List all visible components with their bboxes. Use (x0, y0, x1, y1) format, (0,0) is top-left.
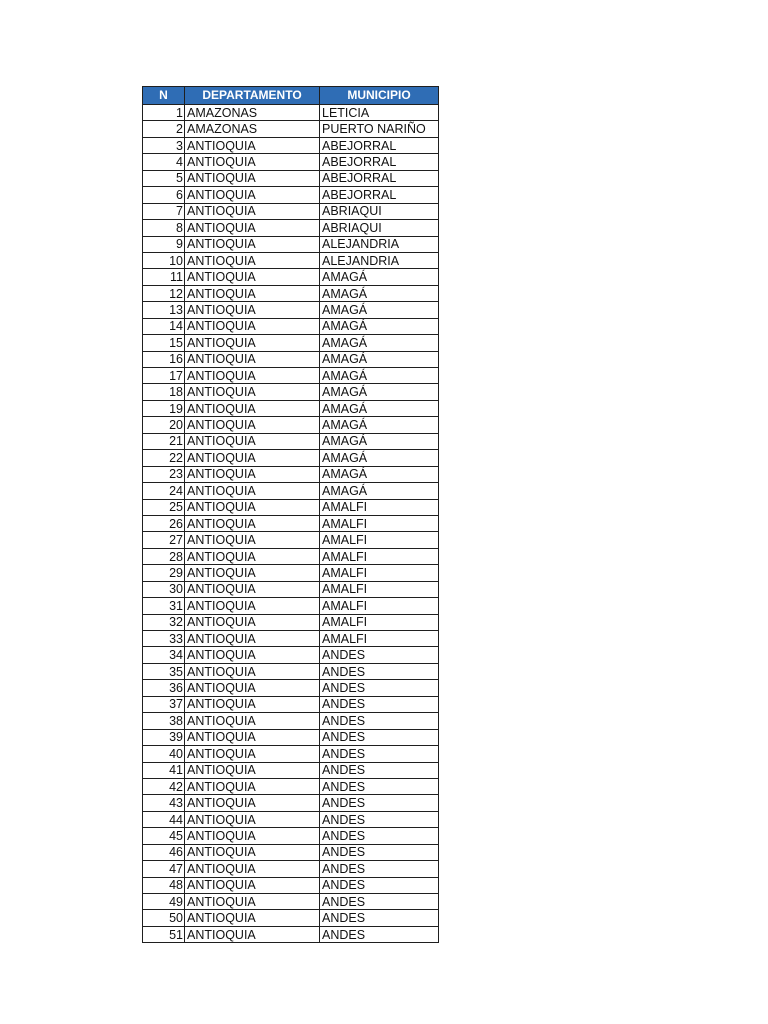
departamento-cell: ANTIOQUIA (185, 450, 320, 466)
departamento-cell: ANTIOQUIA (185, 746, 320, 762)
departamento-cell: ANTIOQUIA (185, 335, 320, 351)
departamento-cell: ANTIOQUIA (185, 811, 320, 827)
row-number: 4 (143, 154, 185, 170)
row-number: 10 (143, 252, 185, 268)
row-number: 50 (143, 910, 185, 926)
row-number: 12 (143, 285, 185, 301)
departamento-cell: ANTIOQUIA (185, 565, 320, 581)
row-number: 42 (143, 778, 185, 794)
municipio-cell: AMAGÁ (320, 302, 439, 318)
row-number: 49 (143, 894, 185, 910)
table-row (143, 631, 439, 647)
departamento-cell: ANTIOQUIA (185, 433, 320, 449)
row-number: 2 (143, 121, 185, 137)
municipio-cell: ABRIAQUI (320, 203, 439, 219)
departamento-cell: ANTIOQUIA (185, 269, 320, 285)
table-row (143, 647, 439, 663)
table-row (143, 170, 439, 186)
departamento-cell: ANTIOQUIA (185, 368, 320, 384)
table-row (143, 565, 439, 581)
departamento-cell: ANTIOQUIA (185, 252, 320, 268)
municipio-cell: ANDES (320, 910, 439, 926)
municipio-cell: ALEJANDRIA (320, 252, 439, 268)
table-row (143, 302, 439, 318)
row-number: 30 (143, 581, 185, 597)
municipio-cell: AMALFI (320, 515, 439, 531)
municipio-cell: AMAGÁ (320, 368, 439, 384)
departamento-cell: AMAZONAS (185, 105, 320, 121)
municipio-cell: ANDES (320, 894, 439, 910)
row-number: 51 (143, 926, 185, 942)
row-number: 43 (143, 795, 185, 811)
departamento-cell: ANTIOQUIA (185, 220, 320, 236)
table-row (143, 335, 439, 351)
municipio-cell: ANDES (320, 795, 439, 811)
municipio-cell: ANDES (320, 811, 439, 827)
departamento-cell: ANTIOQUIA (185, 696, 320, 712)
row-number: 5 (143, 170, 185, 186)
table-row (143, 220, 439, 236)
municipio-cell: ABEJORRAL (320, 170, 439, 186)
row-number: 37 (143, 696, 185, 712)
table-row (143, 483, 439, 499)
header-departamento: DEPARTAMENTO (185, 87, 320, 105)
table-row (143, 318, 439, 334)
row-number: 13 (143, 302, 185, 318)
municipio-cell: ABEJORRAL (320, 137, 439, 153)
table-row (143, 384, 439, 400)
table-row (143, 696, 439, 712)
table-row (143, 137, 439, 153)
row-number: 26 (143, 515, 185, 531)
table-row (143, 778, 439, 794)
departamento-cell: ANTIOQUIA (185, 170, 320, 186)
row-number: 15 (143, 335, 185, 351)
departamento-cell: ANTIOQUIA (185, 499, 320, 515)
row-number: 19 (143, 400, 185, 416)
table-row (143, 285, 439, 301)
table-row (143, 532, 439, 548)
departamento-cell: ANTIOQUIA (185, 400, 320, 416)
departamento-cell: ANTIOQUIA (185, 663, 320, 679)
departamento-cell: ANTIOQUIA (185, 861, 320, 877)
departamento-cell: ANTIOQUIA (185, 647, 320, 663)
table-row (143, 663, 439, 679)
row-number: 9 (143, 236, 185, 252)
departamento-cell: ANTIOQUIA (185, 795, 320, 811)
municipio-cell: ANDES (320, 762, 439, 778)
table-row (143, 680, 439, 696)
table-row (143, 236, 439, 252)
table-row (143, 154, 439, 170)
row-number: 20 (143, 417, 185, 433)
row-number: 27 (143, 532, 185, 548)
row-number: 11 (143, 269, 185, 285)
departamento-cell: ANTIOQUIA (185, 137, 320, 153)
table-row (143, 746, 439, 762)
municipio-cell: AMALFI (320, 499, 439, 515)
municipio-cell: AMAGÁ (320, 285, 439, 301)
row-number: 33 (143, 631, 185, 647)
row-number: 22 (143, 450, 185, 466)
row-number: 1 (143, 105, 185, 121)
municipios-table (142, 86, 439, 943)
departamento-cell: ANTIOQUIA (185, 236, 320, 252)
departamento-cell: ANTIOQUIA (185, 762, 320, 778)
municipio-cell: ANDES (320, 926, 439, 942)
header-municipio: MUNICIPIO (320, 87, 439, 105)
table-row (143, 795, 439, 811)
table-row (143, 598, 439, 614)
row-number: 41 (143, 762, 185, 778)
departamento-cell: ANTIOQUIA (185, 926, 320, 942)
municipio-cell: LETICIA (320, 105, 439, 121)
departamento-cell: ANTIOQUIA (185, 614, 320, 630)
table-row (143, 926, 439, 942)
row-number: 46 (143, 844, 185, 860)
municipio-cell: ABEJORRAL (320, 154, 439, 170)
departamento-cell: ANTIOQUIA (185, 713, 320, 729)
table-row (143, 515, 439, 531)
departamento-cell: ANTIOQUIA (185, 285, 320, 301)
table-row (143, 581, 439, 597)
departamento-cell: ANTIOQUIA (185, 680, 320, 696)
table-row (143, 269, 439, 285)
municipio-cell: AMAGÁ (320, 466, 439, 482)
departamento-cell: ANTIOQUIA (185, 466, 320, 482)
row-number: 28 (143, 548, 185, 564)
row-number: 7 (143, 203, 185, 219)
departamento-cell: ANTIOQUIA (185, 483, 320, 499)
departamento-cell: ANTIOQUIA (185, 532, 320, 548)
table-row (143, 400, 439, 416)
row-number: 25 (143, 499, 185, 515)
table-row (143, 894, 439, 910)
municipio-cell: AMAGÁ (320, 433, 439, 449)
municipio-cell: ANDES (320, 647, 439, 663)
row-number: 18 (143, 384, 185, 400)
municipio-cell: AMAGÁ (320, 335, 439, 351)
row-number: 36 (143, 680, 185, 696)
departamento-cell: ANTIOQUIA (185, 417, 320, 433)
row-number: 24 (143, 483, 185, 499)
municipio-cell: AMAGÁ (320, 450, 439, 466)
departamento-cell: ANTIOQUIA (185, 877, 320, 893)
municipio-cell: AMAGÁ (320, 400, 439, 416)
municipio-cell: AMALFI (320, 598, 439, 614)
departamento-cell: ANTIOQUIA (185, 631, 320, 647)
table-row (143, 105, 439, 121)
table-row (143, 861, 439, 877)
table-row (143, 252, 439, 268)
row-number: 39 (143, 729, 185, 745)
table-body (143, 105, 439, 943)
municipio-cell: AMALFI (320, 565, 439, 581)
row-number: 29 (143, 565, 185, 581)
departamento-cell: ANTIOQUIA (185, 910, 320, 926)
municipio-cell: ABEJORRAL (320, 187, 439, 203)
row-number: 16 (143, 351, 185, 367)
table-row (143, 844, 439, 860)
municipio-cell: ANDES (320, 861, 439, 877)
municipio-cell: ANDES (320, 746, 439, 762)
municipio-cell: ANDES (320, 696, 439, 712)
municipio-cell: AMALFI (320, 581, 439, 597)
departamento-cell: ANTIOQUIA (185, 894, 320, 910)
departamento-cell: ANTIOQUIA (185, 581, 320, 597)
table-row (143, 762, 439, 778)
municipio-cell: ABRIAQUI (320, 220, 439, 236)
table-row (143, 433, 439, 449)
municipio-cell: ANDES (320, 844, 439, 860)
row-number: 17 (143, 368, 185, 384)
departamento-cell: ANTIOQUIA (185, 187, 320, 203)
municipio-cell: AMAGÁ (320, 384, 439, 400)
table-row (143, 729, 439, 745)
municipio-cell: AMAGÁ (320, 417, 439, 433)
row-number: 47 (143, 861, 185, 877)
municipio-cell: ANDES (320, 877, 439, 893)
municipio-cell: PUERTO NARIÑO (320, 121, 439, 137)
municipio-cell: ALEJANDRIA (320, 236, 439, 252)
municipio-cell: ANDES (320, 729, 439, 745)
municipio-cell: ANDES (320, 663, 439, 679)
table-row (143, 499, 439, 515)
municipio-cell: AMAGÁ (320, 351, 439, 367)
municipio-cell: AMALFI (320, 614, 439, 630)
municipio-cell: ANDES (320, 828, 439, 844)
row-number: 44 (143, 811, 185, 827)
municipio-cell: ANDES (320, 713, 439, 729)
row-number: 35 (143, 663, 185, 679)
table-row (143, 548, 439, 564)
header-row (143, 87, 439, 105)
municipio-cell: AMAGÁ (320, 269, 439, 285)
table-row (143, 417, 439, 433)
row-number: 3 (143, 137, 185, 153)
departamento-cell: ANTIOQUIA (185, 778, 320, 794)
departamento-cell: ANTIOQUIA (185, 828, 320, 844)
row-number: 48 (143, 877, 185, 893)
departamento-cell: ANTIOQUIA (185, 384, 320, 400)
departamento-cell: ANTIOQUIA (185, 598, 320, 614)
row-number: 8 (143, 220, 185, 236)
departamento-cell: ANTIOQUIA (185, 318, 320, 334)
row-number: 38 (143, 713, 185, 729)
row-number: 23 (143, 466, 185, 482)
municipio-cell: ANDES (320, 680, 439, 696)
departamento-cell: ANTIOQUIA (185, 203, 320, 219)
departamento-cell: ANTIOQUIA (185, 844, 320, 860)
row-number: 14 (143, 318, 185, 334)
table-row (143, 351, 439, 367)
table-row (143, 450, 439, 466)
table-row (143, 828, 439, 844)
municipio-cell: AMALFI (320, 548, 439, 564)
row-number: 21 (143, 433, 185, 449)
table-row (143, 713, 439, 729)
departamento-cell: ANTIOQUIA (185, 515, 320, 531)
municipio-cell: AMAGÁ (320, 318, 439, 334)
row-number: 32 (143, 614, 185, 630)
table-row (143, 910, 439, 926)
table-row (143, 368, 439, 384)
departamento-cell: ANTIOQUIA (185, 302, 320, 318)
table-row (143, 466, 439, 482)
table-row (143, 203, 439, 219)
table-row (143, 877, 439, 893)
municipio-cell: AMALFI (320, 631, 439, 647)
departamento-cell: ANTIOQUIA (185, 154, 320, 170)
municipio-cell: ANDES (320, 778, 439, 794)
table-row (143, 614, 439, 630)
row-number: 45 (143, 828, 185, 844)
departamento-cell: AMAZONAS (185, 121, 320, 137)
table-row (143, 187, 439, 203)
table-header (143, 87, 439, 105)
table-row (143, 121, 439, 137)
municipio-cell: AMAGÁ (320, 483, 439, 499)
header-n: N (143, 87, 185, 105)
row-number: 34 (143, 647, 185, 663)
municipio-cell: AMALFI (320, 532, 439, 548)
departamento-cell: ANTIOQUIA (185, 729, 320, 745)
departamento-cell: ANTIOQUIA (185, 548, 320, 564)
departamento-cell: ANTIOQUIA (185, 351, 320, 367)
row-number: 6 (143, 187, 185, 203)
row-number: 31 (143, 598, 185, 614)
table-row (143, 811, 439, 827)
row-number: 40 (143, 746, 185, 762)
